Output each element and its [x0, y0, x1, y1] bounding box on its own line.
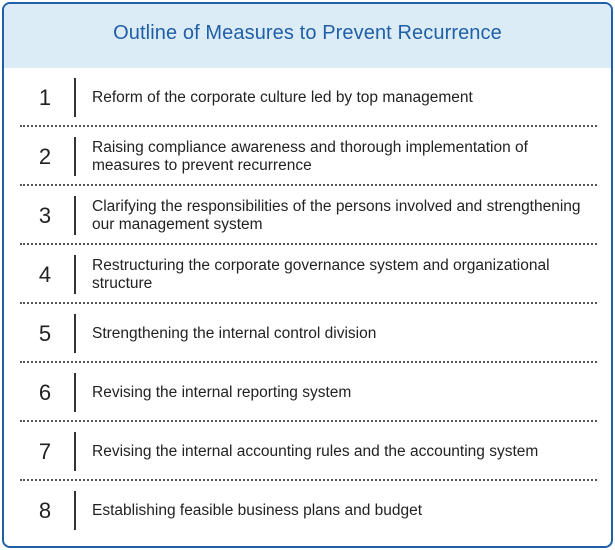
item-text: Restructuring the corporate governance system and organizational structure: [92, 256, 550, 292]
item-text: Raising compliance awareness and thorough implementation of measures to prevent recurrence: [92, 138, 528, 174]
list-item: [4, 422, 611, 481]
list-item: [4, 363, 611, 422]
item-text: Reform of the corporate culture led by top management: [92, 88, 473, 106]
divider-bar: [74, 78, 76, 117]
item-number: 7: [38, 439, 52, 464]
measures-list: [4, 68, 611, 546]
divider-bar: [74, 491, 76, 530]
item-number: 3: [38, 203, 52, 228]
item-number: 2: [38, 144, 52, 169]
item-text: Revising the internal accounting rules and the accounting system: [92, 442, 539, 460]
divider-bar: [74, 196, 76, 235]
divider-bar: [74, 137, 76, 176]
item-text: Establishing feasible business plans and budget: [92, 501, 423, 519]
list-item: [4, 481, 611, 540]
list-item: [4, 127, 611, 186]
list-item: [4, 68, 611, 127]
item-number: 4: [38, 262, 52, 287]
title-bar: [4, 4, 611, 68]
item-text: Clarifying the responsibilities of the persons involved and strengthening our management system: [92, 197, 581, 233]
item-text: Revising the internal reporting system: [92, 383, 352, 401]
item-number: 5: [38, 321, 52, 346]
list-item: [4, 186, 611, 245]
divider-bar: [74, 255, 76, 294]
item-text: Strengthening the internal control division: [92, 324, 377, 342]
list-item: [4, 304, 611, 363]
item-number: 1: [38, 85, 52, 110]
panel-title: Outline of Measures to Prevent Recurrence: [113, 22, 502, 44]
measures-panel: [2, 2, 613, 548]
item-number: 6: [38, 380, 52, 405]
divider-bar: [74, 432, 76, 471]
list-item: [4, 245, 611, 304]
divider-bar: [74, 314, 76, 353]
divider-bar: [74, 373, 76, 412]
item-number: 8: [38, 498, 52, 523]
